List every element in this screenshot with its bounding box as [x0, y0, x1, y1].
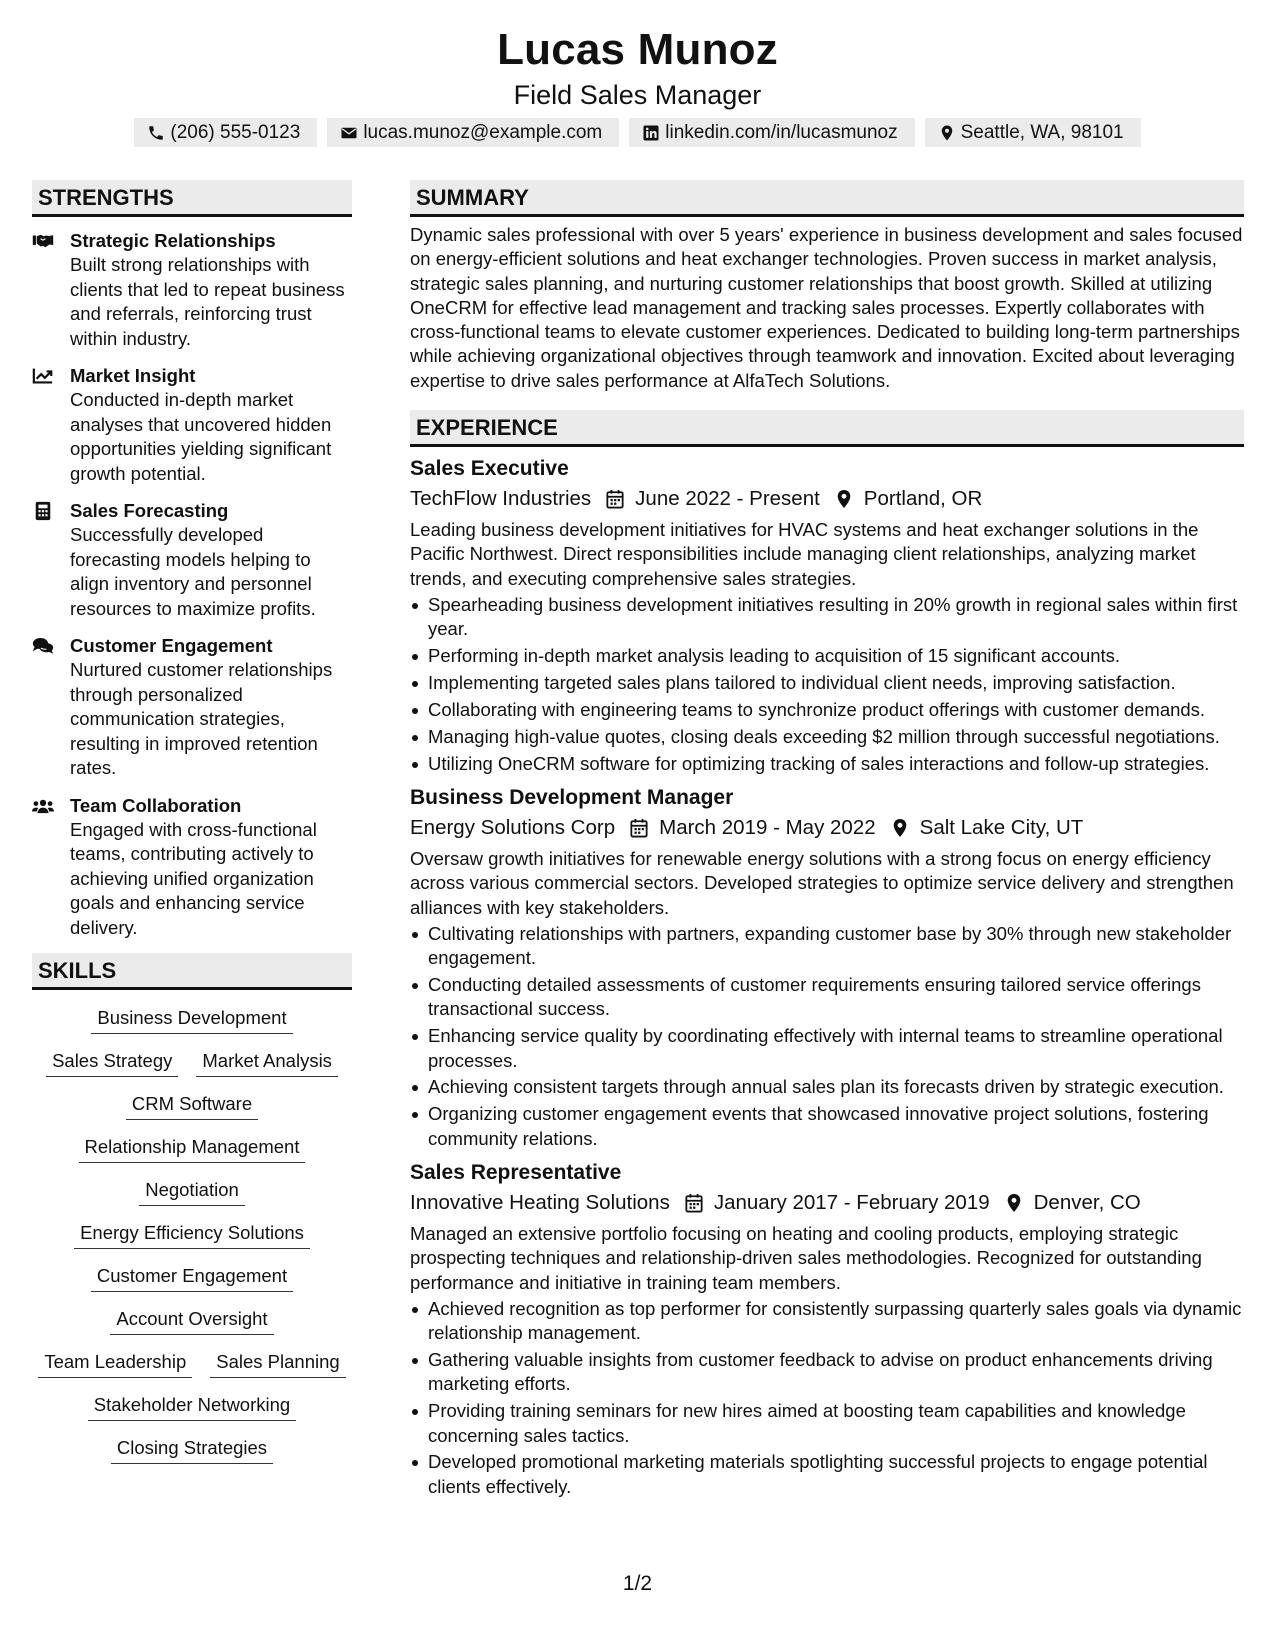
job-bullets — [410, 593, 1244, 776]
contact-location — [925, 118, 1141, 147]
map-pin-icon — [834, 488, 854, 510]
skills-list — [32, 1006, 352, 1464]
job-bullet: Achieved recognition as top performer for consistently surpassing quarterly sales goals via dynamic relationship management. — [410, 1297, 1244, 1346]
skill-tag: Account Oversight — [110, 1307, 273, 1335]
skill-tag: CRM Software — [126, 1092, 258, 1120]
job-bullet: Implementing targeted sales plans tailored to individual client needs, improving satisfaction. — [410, 671, 1244, 695]
job-company: TechFlow Industries — [410, 487, 592, 511]
job-bullet: Managing high-value quotes, closing deals exceeding $2 million through successful negotiations. — [410, 725, 1244, 749]
strength-desc: Nurtured customer relationships through personalized communication strategies, resulting in improved retention rates. — [70, 659, 333, 778]
job-meta — [410, 813, 1244, 843]
strength-item — [32, 364, 352, 486]
linkedin-icon — [641, 123, 661, 143]
job-bullet: Providing training seminars for new hires aimed at boosting team capabilities and knowledge concerning sales tactics. — [410, 1399, 1244, 1448]
job-description: Oversaw growth initiatives for renewable energy solutions with a strong focus on energy efficiency across various commercial sectors. Developed strategies to optimize service delivery and strengthen alliances with key stakeholders. — [410, 848, 1234, 918]
contact-email[interactable] — [327, 118, 619, 147]
strengths-heading: STRENGTHS — [32, 180, 352, 217]
calculator-icon — [32, 499, 70, 621]
strength-title: Team Collaboration — [70, 794, 242, 816]
candidate-title: Field Sales Manager — [513, 80, 762, 110]
strength-title: Market Insight — [70, 365, 196, 386]
map-pin-icon — [1004, 1192, 1024, 1214]
skill-tag: Business Development — [91, 1006, 292, 1034]
skill-tag: Relationship Management — [79, 1135, 306, 1163]
candidate-name: Lucas Munoz — [497, 25, 778, 74]
job-dates: March 2019 - May 2022 — [659, 816, 876, 840]
chart-line-icon — [32, 364, 70, 486]
job-bullet: Utilizing OneCRM software for optimizing tracking of sales interactions and follow-up strategies. — [410, 752, 1244, 776]
job-entry — [410, 784, 1244, 1151]
job-bullet: Cultivating relationships with partners, expanding customer base by 30% through new stakeholder engagement. — [410, 922, 1244, 971]
calendar-icon — [684, 1192, 704, 1214]
contact-phone-text: (206) 555-0123 — [170, 122, 301, 143]
job-bullet: Developed promotional marketing materials spotlighting successful projects to engage potential clients effectively. — [410, 1450, 1244, 1499]
strength-desc: Conducted in-depth market analyses that uncovered hidden opportunities yielding significant growth potential. — [70, 389, 332, 484]
job-title: Business Development Manager — [410, 786, 734, 810]
job-meta — [410, 484, 1244, 514]
skill-tag: Market Analysis — [196, 1049, 338, 1077]
contact-phone[interactable] — [134, 118, 317, 147]
summary-heading: SUMMARY — [410, 180, 1244, 217]
phone-icon — [146, 123, 166, 143]
skill-tag: Team Leadership — [38, 1350, 192, 1378]
calendar-icon — [605, 488, 625, 510]
strength-item — [32, 634, 352, 781]
page-number: 1/2 — [622, 1572, 653, 1595]
contact-linkedin[interactable] — [629, 118, 914, 147]
job-bullet: Collaborating with engineering teams to synchronize product offerings with customer demands. — [410, 698, 1244, 722]
experience-heading: EXPERIENCE — [410, 410, 1244, 447]
skill-tag: Stakeholder Networking — [88, 1393, 296, 1421]
skill-tag: Negotiation — [139, 1178, 245, 1206]
handshake-icon — [32, 229, 70, 351]
skill-tag: Sales Strategy — [46, 1049, 178, 1077]
job-bullets — [410, 922, 1244, 1151]
job-bullet: Achieving consistent targets through annual sales plan its forecasts driven by strategic execution. — [410, 1075, 1244, 1099]
strength-desc: Engaged with cross-functional teams, contributing actively to achieving unified organization goals and enhancing service delivery. — [70, 818, 317, 938]
left-column — [32, 180, 352, 1464]
strength-item — [32, 499, 352, 621]
job-bullet: Performing in-depth market analysis leading to acquisition of 15 significant accounts. — [410, 644, 1244, 668]
job-bullet: Enhancing service quality by coordinating effectively with internal teams to streamline operational processes. — [410, 1024, 1244, 1073]
job-bullets — [410, 1297, 1244, 1499]
job-bullet: Organizing customer engagement events that showcased innovative project solutions, fostering community relations. — [410, 1102, 1244, 1151]
skill-tag: Sales Planning — [210, 1350, 345, 1378]
job-title: Sales Representative — [410, 1160, 622, 1184]
users-icon — [32, 794, 70, 941]
skill-tag: Customer Engagement — [91, 1264, 293, 1292]
strength-title: Customer Engagement — [70, 635, 273, 656]
contact-linkedin-text: linkedin.com/in/lucasmunoz — [665, 122, 898, 143]
job-dates: January 2017 - February 2019 — [713, 1190, 990, 1214]
job-entry — [410, 1159, 1244, 1499]
skill-tag: Energy Efficiency Solutions — [74, 1221, 310, 1249]
job-bullet: Conducting detailed assessments of customer requirements ensuring tailored service offerings transactional success. — [410, 973, 1244, 1022]
contact-location-text: Seattle, WA, 98101 — [960, 122, 1124, 143]
map-pin-icon — [937, 123, 957, 143]
job-location: Portland, OR — [863, 487, 983, 511]
skills-heading: SKILLS — [32, 953, 352, 990]
map-pin-icon — [890, 817, 910, 839]
calendar-icon — [629, 817, 649, 839]
job-location: Denver, CO — [1033, 1190, 1141, 1214]
job-location: Salt Lake City, UT — [919, 816, 1084, 840]
strength-title: Sales Forecasting — [70, 500, 229, 521]
skill-tag: Closing Strategies — [111, 1436, 273, 1464]
contact-bar — [0, 118, 1275, 147]
job-bullet: Spearheading business development initiatives resulting in 20% growth in regional sales within first year. — [410, 593, 1244, 642]
job-bullet: Gathering valuable insights from customer feedback to advise on product enhancements driving marketing efforts. — [410, 1348, 1244, 1397]
job-title: Sales Executive — [410, 457, 569, 481]
job-entry — [410, 455, 1244, 776]
job-company: Energy Solutions Corp — [410, 816, 616, 840]
job-description: Managed an extensive portfolio focusing on heating and cooling products, employing strategic prospecting techniques and relationship-driven sales methodologies. Recognized for outstanding performance and initiative in training team members. — [410, 1222, 1202, 1293]
job-company: Innovative Heating Solutions — [410, 1190, 670, 1214]
strength-title: Strategic Relationships — [70, 230, 276, 251]
strength-item — [32, 794, 352, 941]
resume-header — [0, 22, 1275, 147]
contact-email-text: lucas.munoz@example.com — [363, 122, 603, 143]
job-dates: June 2022 - Present — [635, 487, 820, 511]
comments-icon — [32, 634, 70, 781]
job-meta — [410, 1188, 1244, 1218]
right-column — [410, 180, 1244, 1502]
strength-desc: Built strong relationships with clients that led to repeat business and referrals, reinforcing trust within industry. — [70, 254, 345, 349]
strength-item — [32, 229, 352, 351]
strength-desc: Successfully developed forecasting models helping to align inventory and personnel resources to maximize profits. — [70, 524, 316, 619]
job-description: Leading business development initiatives for HVAC systems and heat exchanger solutions in the Pacific Northwest. Direct responsibilities include managing client relationships, analyzing market trends, and executing comprehensive sales strategies. — [410, 519, 1199, 589]
strengths-list — [32, 229, 352, 940]
envelope-icon — [339, 123, 359, 143]
summary-text: Dynamic sales professional with over 5 years' experience in business development and sales focused on energy-efficient solutions and heat exchanger technologies. Proven success in market analysis, strategic sales planning, and nurturing customer relationships that boost growth. Skilled at utilizing OneCRM for effective lead management and tracking sales processes. Expertly collaborates with cross-functional teams to elevate customer experiences. Dedicated to building long-term partnerships while achieving organizational objectives through teamwork and innovation. Excited about leveraging expertise to drive sales performance at AlfaTech Solutions. — [410, 224, 1243, 391]
